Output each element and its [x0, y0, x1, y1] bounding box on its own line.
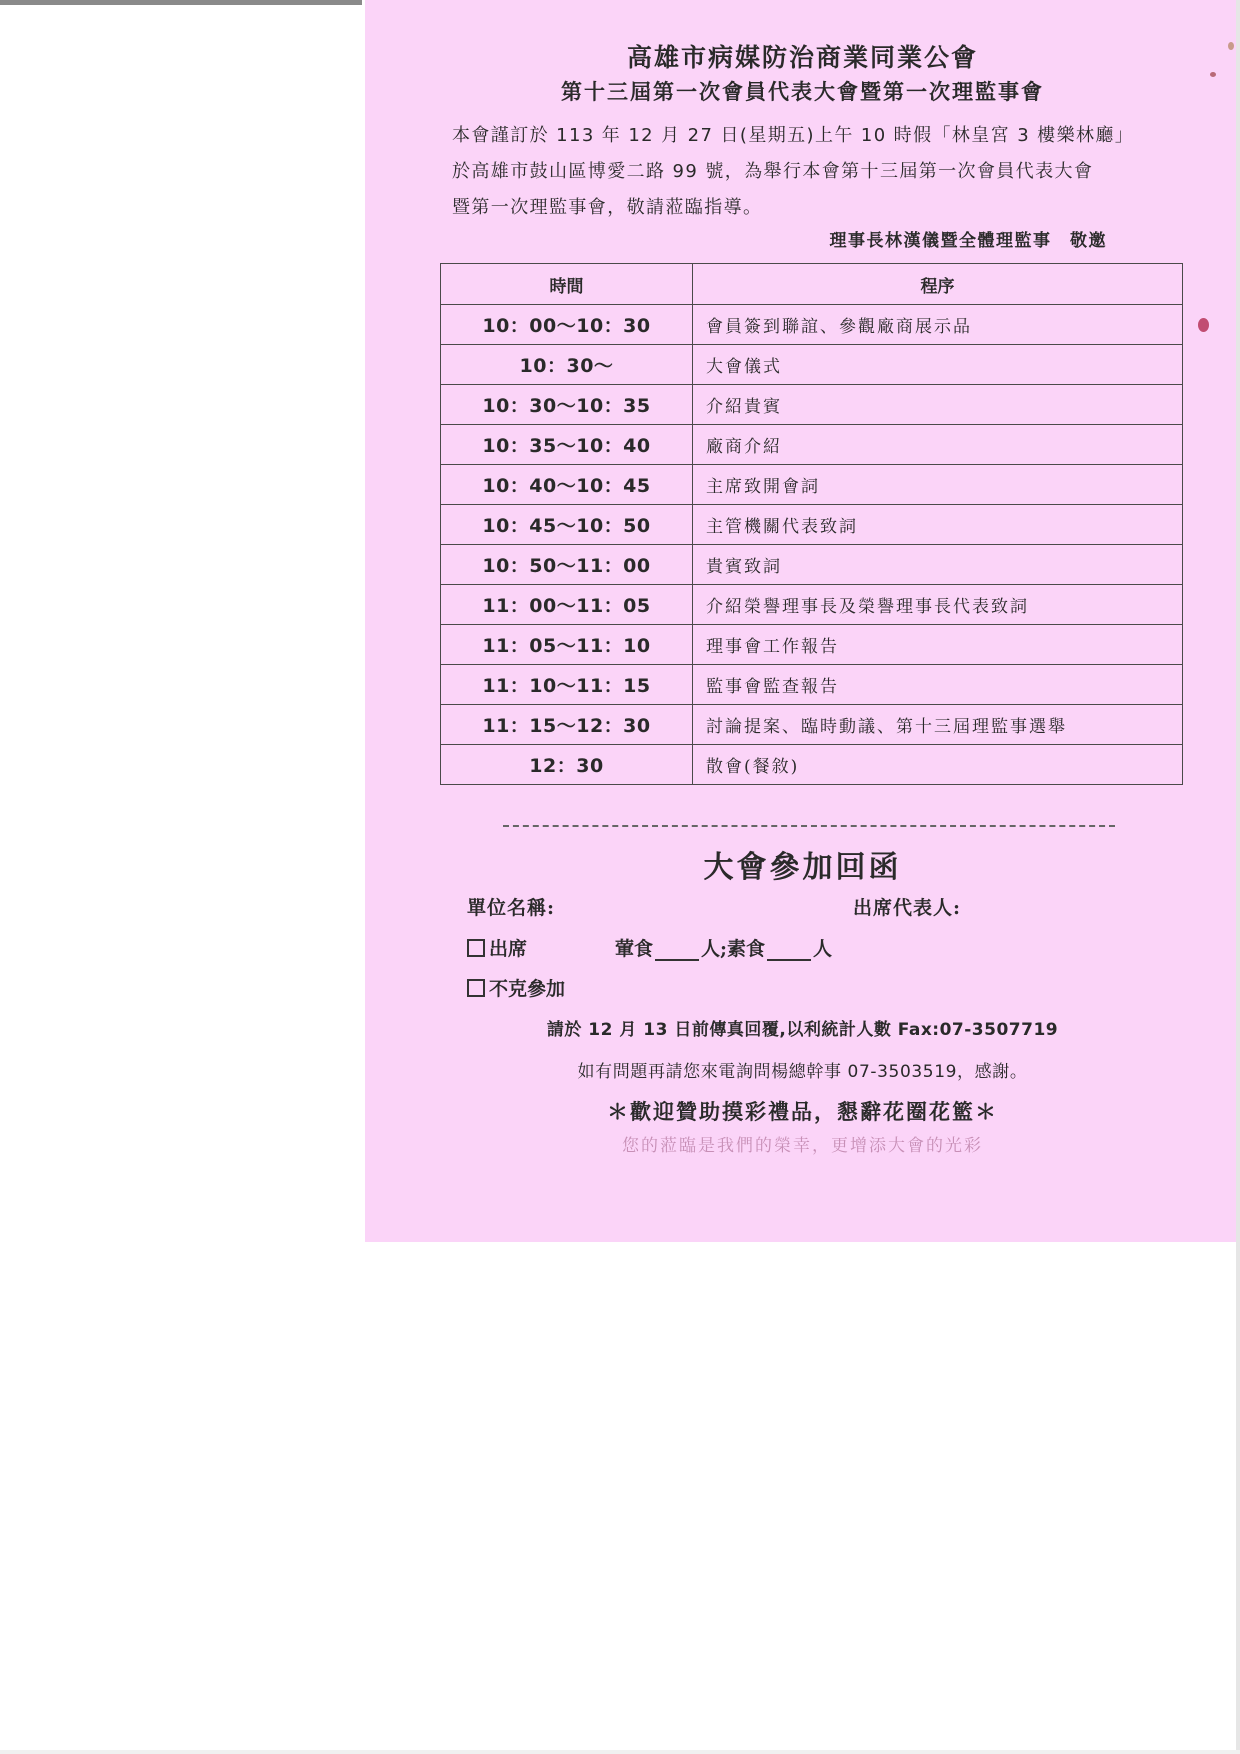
row-program: 主管機關代表致詞: [693, 505, 1183, 545]
table-row: [441, 465, 1183, 505]
row-time: 10：30～: [441, 345, 693, 385]
row-time: 11：05～11：10: [441, 625, 693, 665]
row-time: 10：50～11：00: [441, 545, 693, 585]
attend-label: 出席: [489, 938, 528, 960]
row-time: 11：10～11：15: [441, 665, 693, 705]
table-row: [441, 545, 1183, 585]
header-program: 程序: [693, 264, 1183, 305]
absent-checkbox[interactable]: [467, 979, 485, 997]
row-program: 介紹榮譽理事長及榮譽理事長代表致詞: [693, 585, 1183, 625]
table-row: [441, 665, 1183, 705]
table-row: [441, 625, 1183, 665]
invitation-line-3: 暨第一次理監事會，敬請蒞臨指導。: [452, 197, 763, 218]
row-program: 介紹貴賓: [693, 385, 1183, 425]
row-program: 散會(餐敘): [693, 745, 1183, 785]
invitation-line-2: 於高雄市鼓山區博愛二路 99 號，為舉行本會第十三屆第一次會員代表大會: [452, 161, 1094, 182]
cut-line-divider: [503, 825, 1115, 827]
meat-count-blank[interactable]: [655, 939, 699, 961]
attend-option[interactable]: [467, 934, 527, 961]
absent-option[interactable]: [467, 974, 565, 1001]
row-program: 會員簽到聯誼、參觀廠商展示品: [693, 305, 1183, 345]
scan-top-shadow: [0, 0, 362, 5]
closing-slogan: 您的蒞臨是我們的榮幸，更增添大會的光彩: [622, 1136, 983, 1156]
row-time: 10：40～10：45: [441, 465, 693, 505]
person-unit-label: 人: [813, 938, 833, 960]
table-row: [441, 705, 1183, 745]
row-time: 10：30～10：35: [441, 385, 693, 425]
table-row: [441, 345, 1183, 385]
row-time: 12：30: [441, 745, 693, 785]
header-time: 時間: [441, 264, 693, 305]
schedule-table: [440, 263, 1183, 785]
table-row: [441, 585, 1183, 625]
table-row: [441, 745, 1183, 785]
table-row: [441, 305, 1183, 345]
veg-count-blank[interactable]: [767, 939, 811, 961]
row-program: 大會儀式: [693, 345, 1183, 385]
row-program: 監事會監查報告: [693, 665, 1183, 705]
table-row: [441, 505, 1183, 545]
invitation-line-1: 本會謹訂於 113 年 12 月 27 日(星期五)上午 10 時假「林皇宮 3 樓樂林廳」: [452, 125, 1135, 146]
absent-label: 不克參加: [489, 978, 566, 1000]
reply-form-title: 大會參加回函: [703, 850, 902, 885]
meat-meal-label: 葷食: [615, 938, 654, 960]
scan-bottom-edge: [0, 1750, 1240, 1754]
fax-instruction: 請於 12 月 13 日前傳真回覆,以利統計人數 Fax:07-3507719: [546, 1020, 1059, 1040]
row-program: 討論提案、臨時動議、第十三屆理監事選舉: [693, 705, 1183, 745]
table-row: [441, 425, 1183, 465]
row-program: 廠商介紹: [693, 425, 1183, 465]
row-time: 10：00～10：30: [441, 305, 693, 345]
unit-name-label: 單位名稱:: [467, 897, 556, 919]
meal-count: [615, 934, 832, 961]
ink-spot: [1198, 318, 1209, 332]
row-time: 10：45～10：50: [441, 505, 693, 545]
row-program: 理事會工作報告: [693, 625, 1183, 665]
table-row: [441, 385, 1183, 425]
attend-checkbox[interactable]: [467, 939, 485, 957]
association-title: 高雄市病媒防治商業同業公會: [626, 43, 978, 72]
meeting-title: 第十三屆第一次會員代表大會暨第一次理監事會: [561, 79, 1044, 104]
representative-label: 出席代表人:: [853, 897, 962, 919]
row-time: 11：15～12：30: [441, 705, 693, 745]
row-time: 10：35～10：40: [441, 425, 693, 465]
row-program: 貴賓致詞: [693, 545, 1183, 585]
veg-meal-label: 素食: [727, 938, 766, 960]
invitation-signature: 理事長林漢儀暨全體理監事 敬邀: [829, 231, 1107, 251]
row-program: 主席致開會詞: [693, 465, 1183, 505]
person-unit-label: 人;: [701, 938, 728, 960]
sponsor-note: ＊歡迎贊助摸彩禮品，懇辭花圈花籃＊: [607, 1099, 998, 1124]
schedule-header-row: [441, 264, 1183, 305]
contact-info: 如有問題再請您來電詢問楊總幹事 07-3503519，感謝。: [577, 1062, 1028, 1082]
row-time: 11：00～11：05: [441, 585, 693, 625]
